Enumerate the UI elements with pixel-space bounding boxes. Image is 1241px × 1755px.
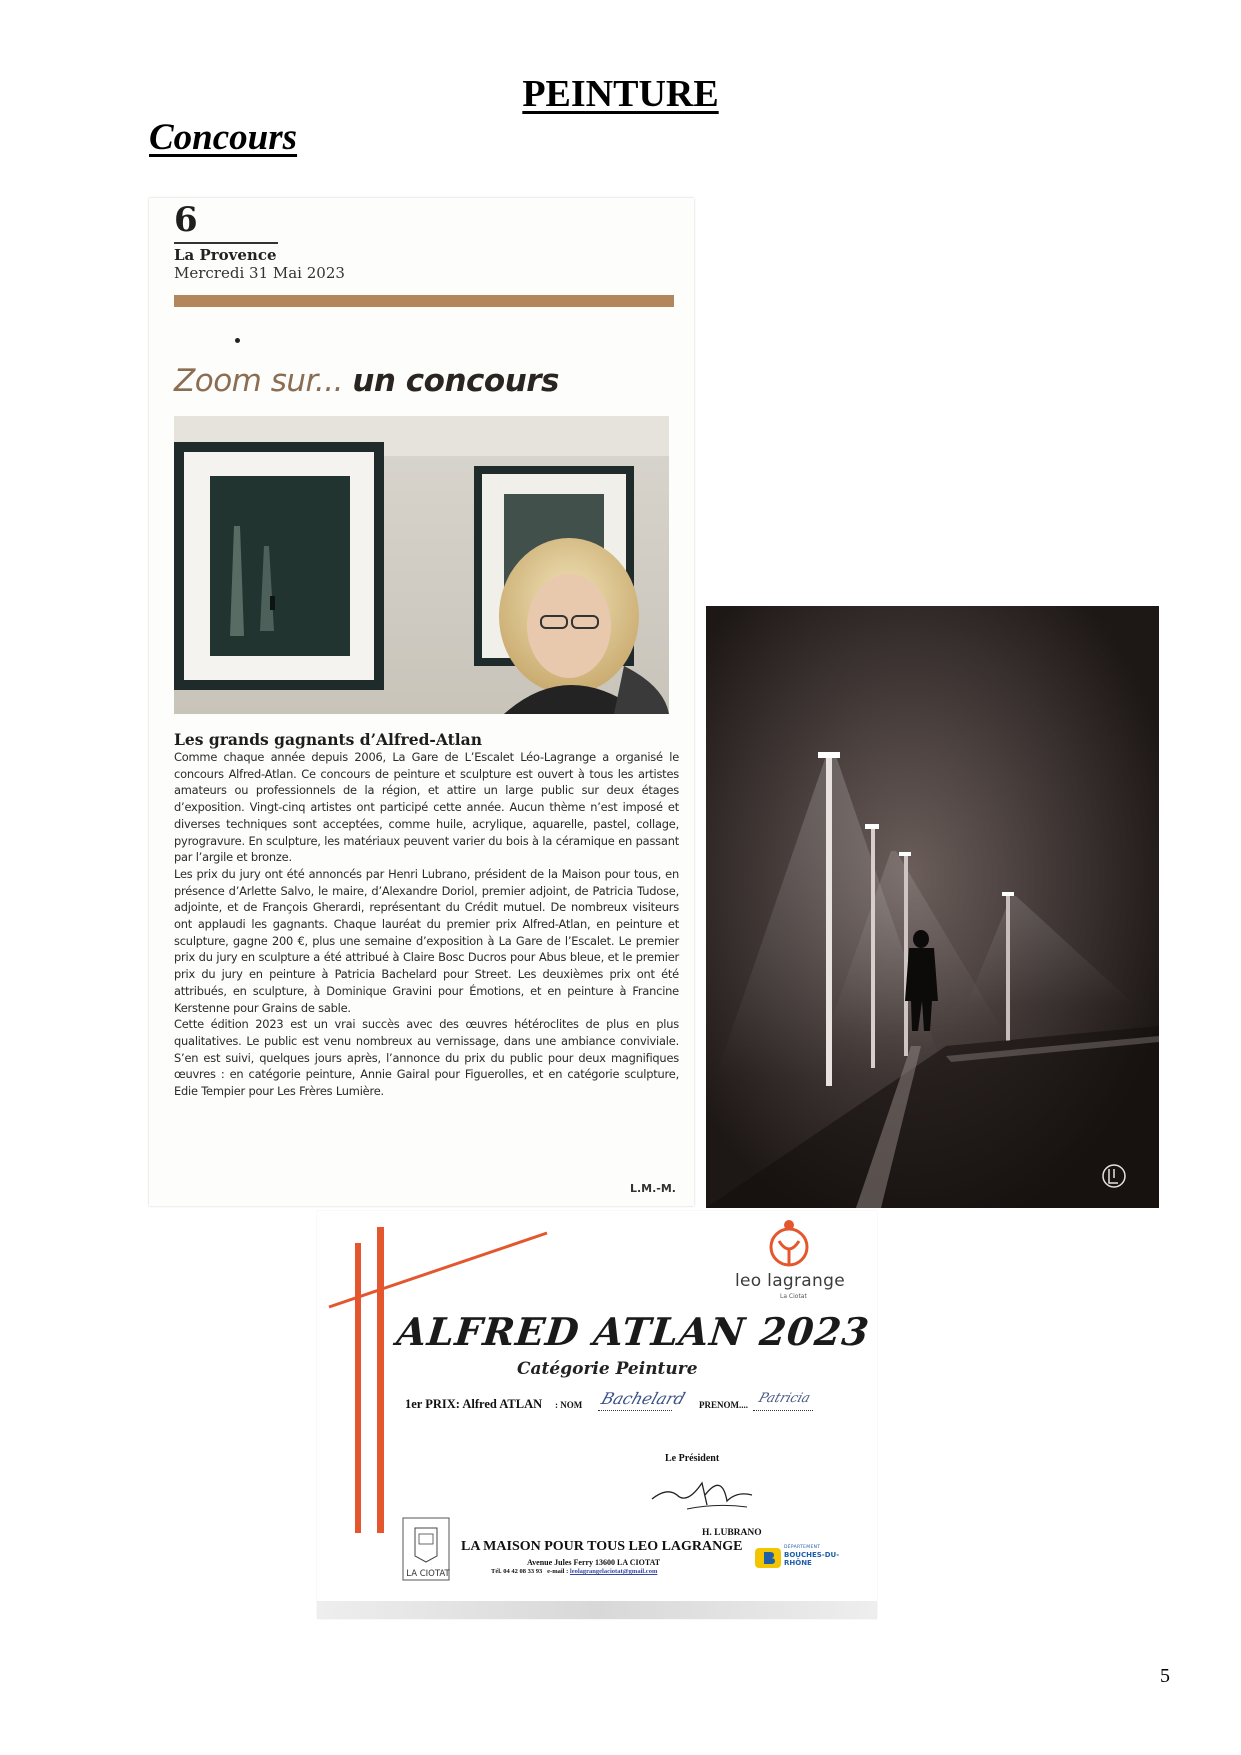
- newspaper-date: Mercredi 31 Mai 2023: [174, 264, 345, 282]
- article-paragraph: Comme chaque année depuis 2006, La Gare de L’Escalet Léo-Lagrange a organisé le concours Alfred-Atlan. Ce concours de peinture et sculpture est ouvert à tous les artistes amateurs ou professionnels de la région, et attire un large public sur deux étages d’exposition. Vingt-cinq artistes ont participé cette année. Aucun thème n’est imposé et diverses techniques sont acceptées, comme huile, acrylique, aquarelle, pastel, collage, pyrogravure. En sculpture, les matériaux peuvent varier du bois à la céramique en passant par l’argile et bronze.: [174, 750, 679, 865]
- maison-email: leolagrangelaciotat@gmail.com: [569, 1568, 658, 1575]
- prenom-label: PRENOM....: [699, 1400, 748, 1410]
- prize-label: 1er PRIX: Alfred ATLAN: [405, 1397, 543, 1411]
- newspaper-page-number: 6: [174, 200, 198, 240]
- page-number: 5: [1160, 1665, 1170, 1687]
- nom-label: : NOM: [555, 1400, 583, 1410]
- maison-contact: [491, 1568, 657, 1575]
- article-title: Les grands gagnants d’Alfred-Atlan: [174, 730, 482, 749]
- organisation-name: leo lagrange: [735, 1271, 845, 1291]
- certificate-title: ALFRED ATLAN 2023: [394, 1309, 872, 1354]
- street-painting: [706, 606, 1159, 1208]
- section-title: Concours: [149, 117, 298, 158]
- la-ciotat-label: LA CIOTAT: [406, 1569, 450, 1579]
- email-label: e-mail :: [547, 1568, 569, 1575]
- prenom-handwritten: Patricia: [756, 1391, 813, 1406]
- departement-logo: [754, 1546, 782, 1570]
- certificate-category: Catégorie Peinture: [517, 1359, 698, 1379]
- maison-phone: Tél. 04 42 08 33 93: [491, 1568, 543, 1575]
- maison-name: LA MAISON POUR TOUS LEO LAGRANGE: [461, 1539, 743, 1554]
- president-name: H. LUBRANO: [702, 1528, 762, 1538]
- article-signature: L.M.-M.: [629, 1182, 676, 1195]
- newspaper-rule: [174, 242, 278, 244]
- headline-bold: un concours: [352, 363, 559, 399]
- organisation-city: La Ciotat: [780, 1293, 807, 1300]
- nom-dotted-line: [598, 1410, 672, 1411]
- nom-handwritten: Bachelard: [598, 1389, 688, 1408]
- article-paragraph: Cette édition 2023 est un vrai succès avec des œuvres hétéroclites de plus en plus qualitatives. Le public est venu nombreux au vernissage, dans une ambiance conviviale. S’en est suivi, quelques jours après, l’annonce du prix du public pour deux magnifiques œuvres : en catégorie peinture, Annie Gairal pour Figuerolles, et en catégorie sculpture, Edie Tempier pour Les Frères Lumière.: [174, 1017, 679, 1099]
- newspaper-clipping: [149, 198, 694, 1206]
- prenom-dotted-line: [753, 1410, 813, 1411]
- departement-name: BOUCHES-DU-RHÔNE: [784, 1551, 840, 1567]
- newspaper-headline: [174, 363, 559, 399]
- article-paragraph: Les prix du jury ont été annoncés par Henri Lubrano, président de la Maison pour tous, en présence d’Arlette Salvo, le maire, d’Alexandre Doriol, premier adjoint, de Patricia Tudose, adjointe, et de François Gherardi, représentant du Crédit mutuel. De nombreux visiteurs ont applaudi les gagnants. Chaque lauréat du premier prix Alfred-Atlan, en peinture et sculpture, gagne 200 €, plus une semaine d’exposition à La Gare de l’Escalet. Le premier prix du jury en sculpture a été attribué à Claire Bosc Ducros pour Abus bleue, et le premier prix du jury en peinture à Patricia Bachelard pour Street. Les deuxièmes prix ont été attribués, en sculpture, à Dominique Gravini pour Émotions, et en peinture à Francine Kerstenne pour Grains de sable.: [174, 866, 679, 1015]
- maison-address: Avenue Jules Ferry 13600 LA CIOTAT: [527, 1558, 661, 1567]
- departement-label: DÉPARTEMENT: [784, 1545, 821, 1550]
- article-body: [174, 749, 679, 1100]
- president-signature: [647, 1465, 757, 1511]
- president-label: Le Président: [665, 1453, 720, 1464]
- page-title: PEINTURE: [522, 73, 719, 115]
- exhibition-photo: [174, 416, 669, 714]
- headline-light: Zoom sur...: [174, 363, 343, 399]
- newspaper-band: [174, 295, 674, 307]
- newspaper-name: La Provence: [174, 246, 277, 264]
- newspaper-dot: [235, 338, 240, 343]
- award-certificate: [317, 1211, 877, 1619]
